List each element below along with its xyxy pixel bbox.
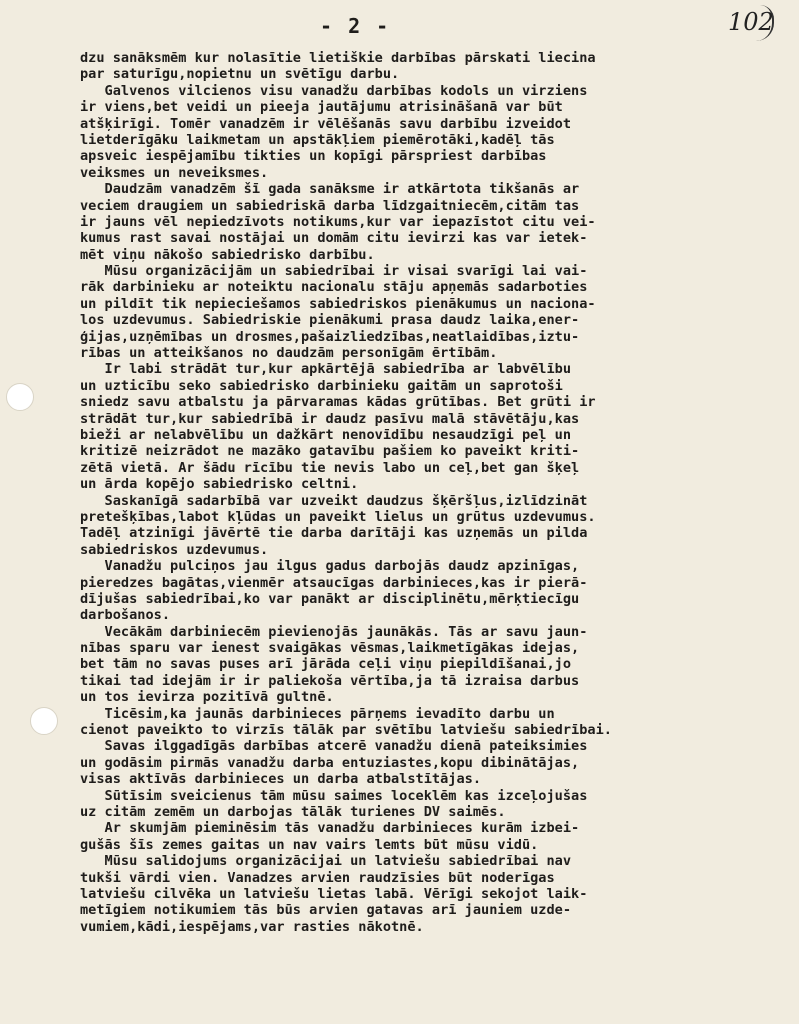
text-line: los uzdevumus. Sabiedriskie pienākumi prasa daudz laika,ener-	[80, 312, 580, 329]
text-line: vumiem,kādi,iespējams,var rasties nākotnē.	[80, 918, 424, 935]
punch-hole	[6, 383, 34, 411]
text-line: bet tām no savas puses arī jārāda ceļi viņu piepildīšanai,jo	[80, 656, 572, 673]
text-line: Ticēsim,ka jaunās darbinieces pārņems ievadīto darbu un	[80, 705, 555, 722]
text-line: visas aktīvās darbinieces un darba atbalstītājas.	[80, 771, 482, 788]
text-line: ģijas,uzņēmības un drosmes,pašaizliedzības,neatlaidības,iztu-	[80, 328, 580, 345]
text-line: sabiedriskos uzdevumus.	[80, 541, 269, 558]
text-line: sniedz savu atbalstu ja pārvaramas kādas grūtības. Bet grūti ir	[80, 394, 596, 411]
text-line: Ir labi strādāt tur,kur apkārtējā sabiedrība ar labvēlību	[80, 361, 572, 378]
text-line: apsveic iespējamību tikties un kopīgi pārspriest darbības	[80, 148, 547, 165]
text-line: Saskanīgā sadarbībā var uzveikt daudzus šķēršļus,izlīdzināt	[80, 492, 588, 509]
text-line: zētā vietā. Ar šādu rīcību tie nevis labo un ceļ,bet gan šķeļ	[80, 459, 580, 476]
text-line: tikai tad idejām ir ir paliekoša vērtība,ja tā izraisa darbus	[80, 672, 580, 689]
text-line: rības un atteikšanos no daudzām personīgām ērtībām.	[80, 345, 498, 362]
text-line: Vecākām darbiniecēm pievienojās jaunākās. Tās ar savu jaun-	[80, 623, 588, 640]
text-line: kumus rast savai nostājai un domām citu ievirzi kas var ietek-	[80, 230, 588, 247]
text-line: un pildīt tik nepieciešamos sabiedriskos pienākumus un naciona-	[80, 295, 596, 312]
text-line: strādāt tur,kur sabiedrībā ir daudz pasīvu malā stāvētāju,kas	[80, 410, 580, 427]
punch-hole	[30, 707, 58, 735]
text-line: latviešu cilvēka un latviešu lietas labā. Vērīgi sekojot laik-	[80, 885, 588, 902]
text-line: tukši vārdi vien. Vanadzes arvien raudzīsies būt noderīgas	[80, 869, 555, 886]
text-line: pretešķības,labot kļūdas un paveikt lielus un grūtus uzdevumus.	[80, 508, 596, 525]
text-line: veiksmes un neveiksmes.	[80, 164, 269, 181]
text-line: un godāsim pirmās vanadžu darba entuziastes,kopu dibinātājas,	[80, 754, 580, 771]
text-line: Mūsu salidojums organizācijai un latviešu sabiedrībai nav	[80, 853, 572, 870]
text-line: Savas ilggadīgās darbības atcerē vanadžu dienā pateiksimies	[80, 738, 588, 755]
text-line: veciem draugiem un sabiedriskā darba līdzgaitniecēm,citām tas	[80, 197, 580, 214]
text-line: Vanadžu pulciņos jau ilgus gadus darbojās daudz apzinīgas,	[80, 558, 580, 575]
text-line: ir jauns vēl nepiedzīvots notikums,kur var iepazīstot citu vei-	[80, 213, 596, 230]
text-line: ir viens,bet veidi un pieeja jautājumu atrisināšanā var būt	[80, 99, 563, 116]
text-line: mēt viņu nākošo sabiedrisko darbību.	[80, 246, 375, 263]
text-line: cienot paveikto to virzīs tālāk par svētību latviešu sabiedrībai.	[80, 722, 612, 739]
text-line: dzu sanāksmēm kur nolasītie lietiškie darbības pārskati liecina	[80, 50, 596, 66]
text-line: par saturīgu,nopietnu un svētīgu darbu.	[80, 66, 400, 83]
text-line: Mūsu organizācijām un sabiedrībai ir visai svarīgi lai vai-	[80, 263, 588, 280]
text-line: kritizē neizrādot ne mazāko gatavību pašiem ko paveikt kriti-	[80, 443, 580, 460]
text-line: Daudzām vanadzēm šī gada sanāksme ir atkārtota tikšanās ar	[80, 181, 580, 198]
text-line: un ārda kopējo sabiedrisko celtni.	[80, 476, 359, 493]
text-line: un uzticību seko sabiedrisko darbinieku gaitām un saprotoši	[80, 377, 563, 394]
text-line: lietderīgāku laikmetam un apstākļiem piemērotāki,kadēļ tās	[80, 131, 555, 148]
text-line: darbošanos.	[80, 607, 171, 624]
text-line: dījušas sabiedrībai,ko var panākt ar disciplinētu,mērķtiecīgu	[80, 590, 580, 607]
text-line: Galvenos vilcienos visu vanadžu darbības kodols un virziens	[80, 82, 588, 99]
text-line: pieredzes bagātas,vienmēr atsaucīgas darbinieces,kas ir pierā-	[80, 574, 588, 591]
text-line: Sūtīsim sveicienus tām mūsu saimes loceklēm kas izceļojušas	[80, 787, 588, 804]
text-line: metīgiem notikumiem tās būs arvien gatavas arī jauniem uzde-	[80, 902, 572, 919]
text-line: atšķirīgi. Tomēr vanadzēm ir vēlēšanās savu darbību izveidot	[80, 115, 572, 132]
page-number: - 2 -	[320, 14, 391, 38]
text-line: uz citām zemēm un darbojas tālāk turienes DV saimēs.	[80, 803, 506, 820]
text-line: un tos ievirza pozitīvā gultnē.	[80, 689, 334, 706]
text-line: bieži ar nelabvēlību un dažkārt nenovīdību nesaudzīgi peļ un	[80, 426, 572, 443]
text-line: nības sparu var ienest svaigākas vēsmas,laikmetīgākas idejas,	[80, 640, 580, 657]
typed-text-body	[80, 50, 740, 935]
text-line: rāk darbinieku ar noteiktu nacionalu stāju apņemās sadarboties	[80, 279, 588, 296]
handwritten-archive-number: 102	[728, 8, 774, 36]
text-line: gušās šīs zemes gaitas un nav vairs lemts būt mūsu vidū.	[80, 836, 539, 853]
text-line: Ar skumjām pieminēsim tās vanadžu darbinieces kurām izbei-	[80, 820, 580, 837]
text-line: Tadēļ atzinīgi jāvērtē tie darba darītāji kas uzņemās un pilda	[80, 525, 588, 542]
